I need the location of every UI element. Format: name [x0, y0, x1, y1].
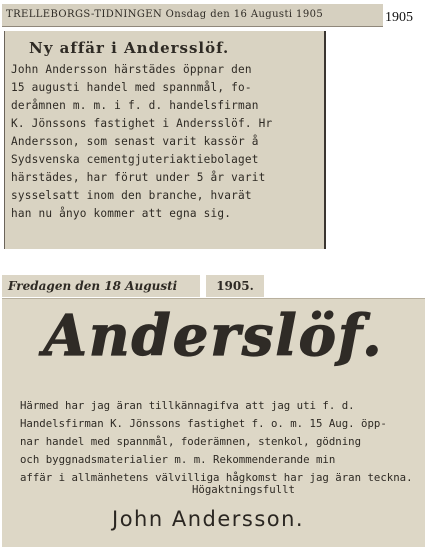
article-line: deråmnen m. m. i f. d. handelsfirman [11, 99, 259, 112]
article-line: sysselsatt inom den branche, hvarät [11, 189, 252, 202]
year-label: 1905 [385, 10, 413, 25]
ad-line: affär i allmänhetens välvilliga hågkomst har jag äran teckna. [20, 471, 413, 484]
ad-signature: John Andersson. [112, 507, 305, 531]
article-line: han nu ånyo kommer att egna sig. [11, 207, 232, 220]
ad-year-label: 1905. [206, 275, 264, 297]
article-line: 15 augusti handel med spannmål, fo- [11, 81, 252, 94]
article-line: Andersson, som senast varit kassör å [11, 135, 259, 148]
ad-line: Härmed har jag äran tillkännagifva att jag uti f. d. [20, 399, 355, 412]
article-body [11, 61, 318, 223]
ad-line: och byggnadsmaterialier m. m. Rekommenderande min [20, 453, 336, 466]
newspaper-masthead [2, 4, 383, 27]
advertisement-clipping [2, 298, 425, 547]
ad-date-label: Fredagen den 18 Augusti [2, 275, 200, 297]
masthead-text: TRELLEBORGS-TIDNINGEN Onsdag den 16 Augusti 1905 [6, 9, 324, 20]
article-line: Sydsvenska cementgjuteriaktiebolaget [11, 153, 259, 166]
ad-line: nar handel med spannmål, foderämnen, stenkol, gödning [20, 435, 362, 448]
ad-line: Handelsfirman K. Jönssons fastighet f. o. m. 15 Aug. öpp- [20, 417, 387, 430]
article-line: K. Jönssons fastighet i Andersslöf. Hr [11, 117, 273, 130]
ad-title: Anderslöf. [43, 303, 384, 369]
ad-closing: Högaktningsfullt [192, 483, 295, 496]
ad-body [20, 397, 415, 487]
article-line: härstädes, har förut under 5 år varit [11, 171, 266, 184]
news-article-clipping [4, 31, 326, 249]
article-headline: Ny affär i Andersslöf. [29, 39, 230, 57]
article-line: John Andersson härstädes öppnar den [11, 63, 252, 76]
